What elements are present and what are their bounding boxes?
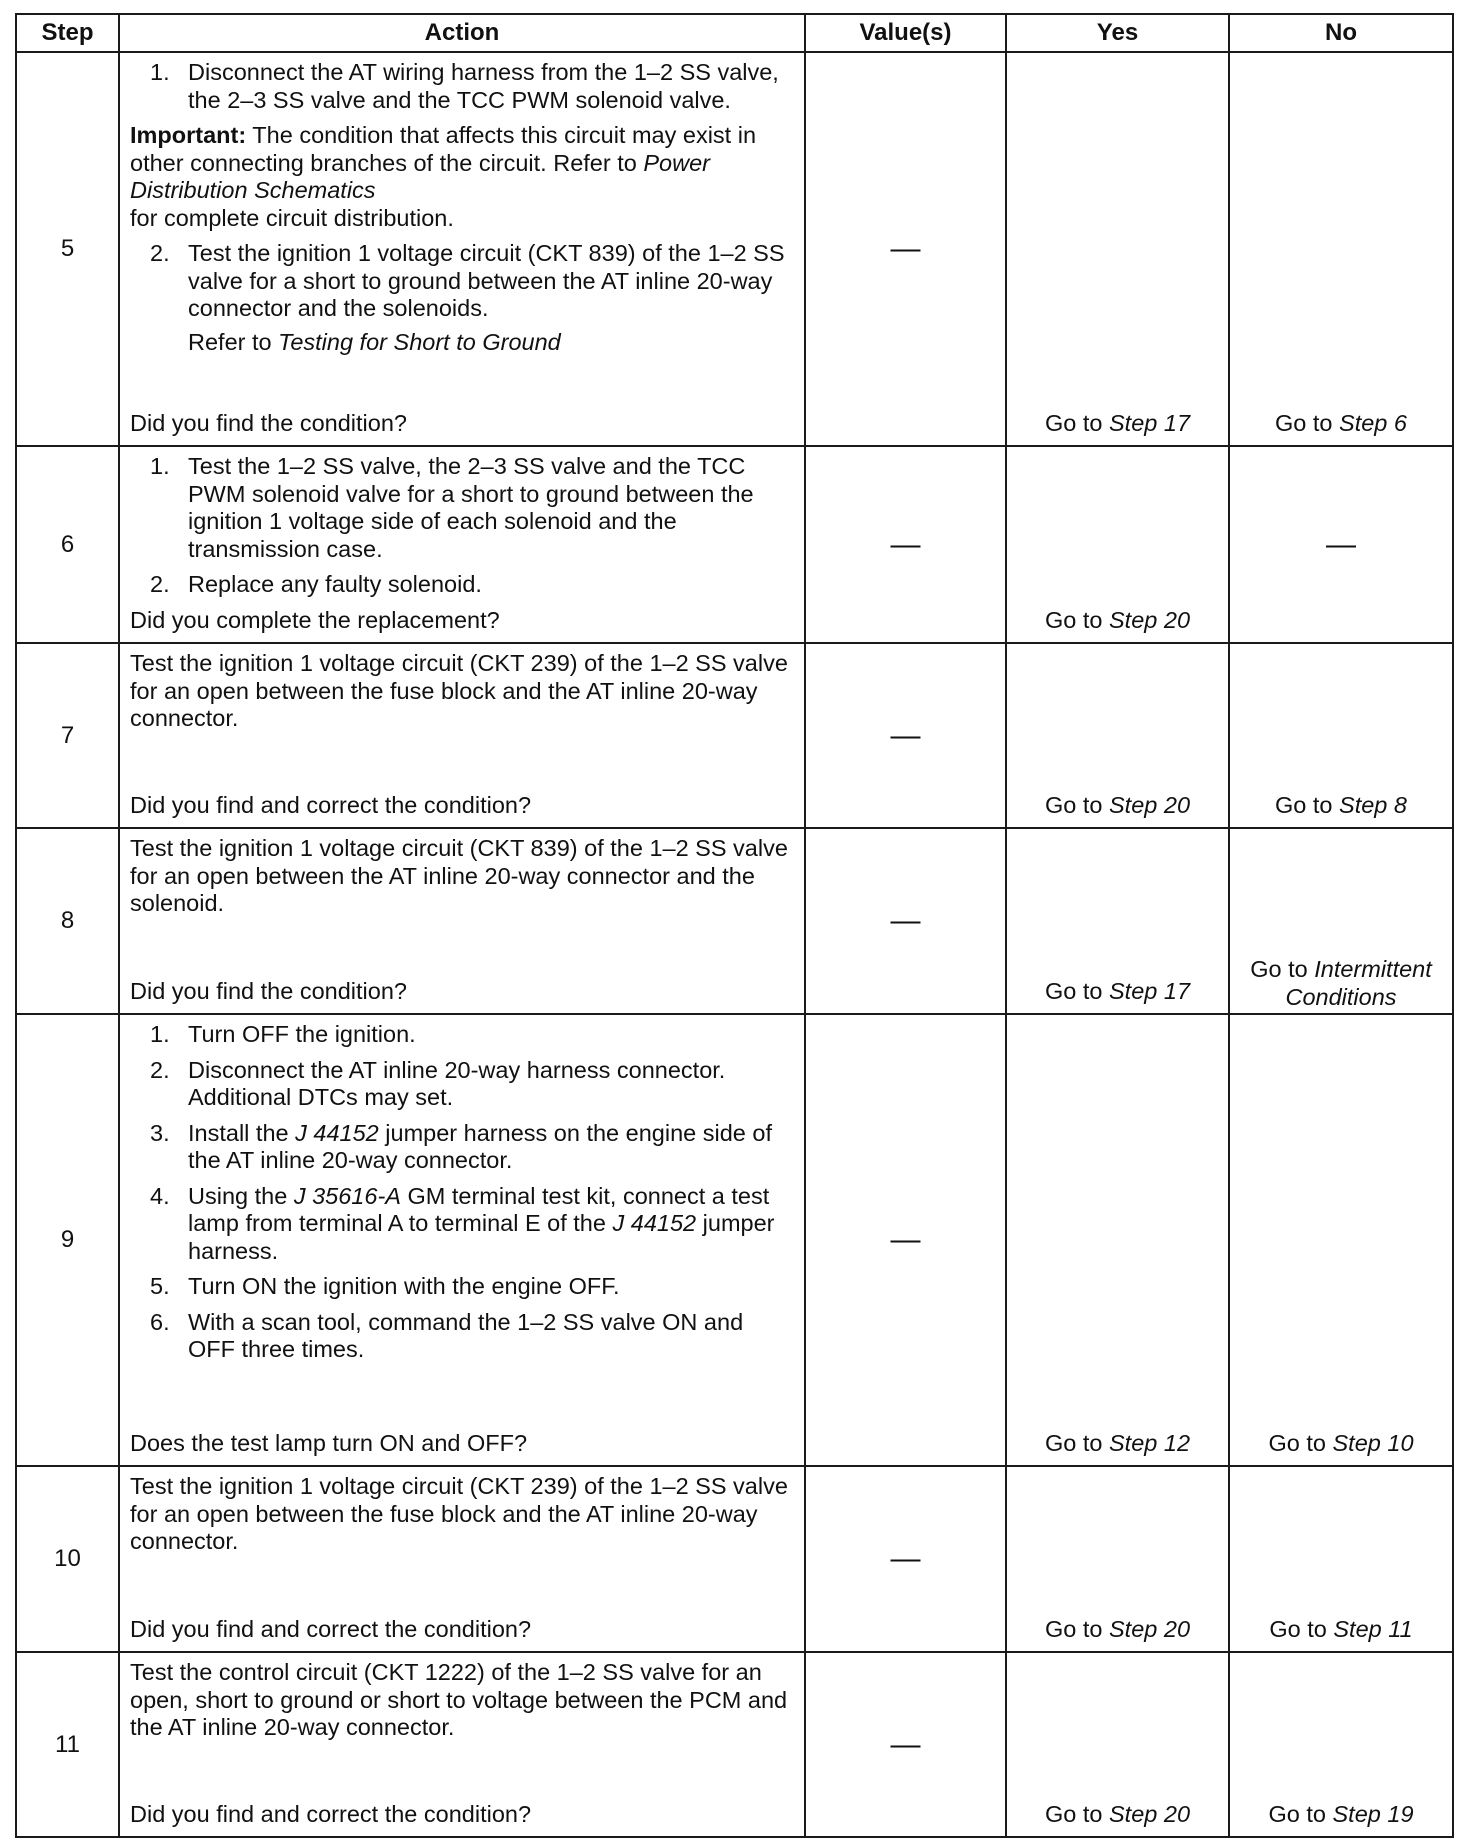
important-label: Important: [130,122,247,148]
goto-step-link: Step 17 [1109,977,1191,1004]
procedure-reference: Testing for Short to Ground [278,328,561,355]
header-row [16,14,1453,52]
step-number: 9 [16,1014,119,1466]
action-step: 1. Test the 1–2 SS valve, the 2–3 SS valve and the TCC PWM solenoid valve for a short to ground between the ignition 1 voltage side of each solenoid and the transmission case. [150,453,754,562]
goto-step-link: Step 20 [1109,1615,1191,1642]
tool-reference: J 44152 [612,1210,697,1236]
header-action: Action [119,14,805,52]
goto-step-link: Step 20 [1109,606,1191,633]
table-row [16,1466,1453,1652]
no-cell: — [1229,446,1453,643]
table-row [16,52,1453,446]
value-cell: — [805,446,1006,643]
important-note: Important: The condition that affects this circuit may exist in other connecting branches of the circuit. Refer to Power Distribution Schematics for complete circuit distribution. [130,122,757,231]
yes-cell: Go to Step 12 [1006,1014,1229,1466]
refer-text: Refer to Testing for Short to Ground [188,328,561,355]
goto-step-link: Step 8 [1339,791,1407,818]
goto-step-link: Step 17 [1109,409,1191,436]
step-number: 7 [16,643,119,828]
goto-step-link: Step 6 [1339,409,1407,436]
action-cell [119,52,805,446]
step-number: 11 [16,1652,119,1837]
question: Did you find and correct the condition? [130,1800,532,1827]
no-cell: Go to Step 19 [1229,1652,1453,1837]
value-cell: — [805,1466,1006,1652]
action-text: Test the control circuit (CKT 1222) of the 1–2 SS valve for an open, short to ground or short to voltage between the PCM and the AT inline 20-way connector. [130,1659,788,1740]
value-cell: — [805,1014,1006,1466]
table-row [16,1652,1453,1837]
yes-cell: Go to Step 20 [1006,446,1229,643]
action-cell [119,446,805,643]
table-row [16,643,1453,828]
diagnostic-table-page [15,13,1454,1838]
tool-reference: J 35616-A [293,1182,401,1209]
goto-step-link: Step 12 [1109,1429,1191,1456]
goto-step-link: Step 19 [1332,1800,1414,1827]
goto-step-link: Step 10 [1332,1429,1414,1456]
header-no: No [1229,14,1453,52]
header-yes: Yes [1006,14,1229,52]
no-cell: Go to Step 11 [1229,1466,1453,1652]
step-number: 6 [16,446,119,643]
yes-cell: Go to Step 17 [1006,828,1229,1014]
action-text: Test the ignition 1 voltage circuit (CKT 239) of the 1–2 SS valve for an open between the fuse block and the AT inline 20-way connector. [130,1473,788,1554]
header-values: Value(s) [805,14,1006,52]
step-number: 8 [16,828,119,1014]
schematics-reference: Power Distribution Schematics [130,149,710,203]
header-step: Step [16,14,119,52]
action-step: 3. Install the J 44152 jumper harness on the engine side of the AT inline 20-way connector. [150,1119,772,1173]
action-step: 1. Turn OFF the ignition. [150,1021,416,1047]
action-step: 2. Disconnect the AT inline 20-way harness connector. Additional DTCs may set. [150,1056,726,1110]
action-text: Test the ignition 1 voltage circuit (CKT 839) of the 1–2 SS valve for an open between the AT inline 20-way connector and the solenoid. [130,835,788,916]
question: Did you find the condition? [130,409,407,436]
question: Does the test lamp turn ON and OFF? [130,1429,528,1456]
no-cell: Go to Step 10 [1229,1014,1453,1466]
yes-cell: Go to Step 17 [1006,52,1229,446]
question: Did you complete the replacement? [130,606,500,633]
table-row [16,446,1453,643]
value-cell: — [805,52,1006,446]
goto-step-link: Step 11 [1333,1615,1413,1642]
action-cell [119,1652,805,1837]
intermittent-conditions-link: Intermittent Conditions [1285,956,1432,1010]
no-cell: Go to Intermittent Conditions [1229,828,1453,1014]
no-cell: Go to Step 8 [1229,643,1453,828]
action-cell [119,1014,805,1466]
action-step: 2. Test the ignition 1 voltage circuit (CKT 839) of the 1–2 SS valve for a short to ground between the AT inline 20-way connector and the solenoids. Refer to Testing for Short to Ground [130,240,796,356]
no-cell: Go to Step 6 [1229,52,1453,446]
action-cell [119,643,805,828]
diagnostic-table [15,13,1454,1838]
question: Did you find the condition? [130,977,407,1004]
value-cell: — [805,828,1006,1014]
table-row [16,828,1453,1014]
question: Did you find and correct the condition? [130,791,532,818]
yes-cell: Go to Step 20 [1006,643,1229,828]
action-step: 4. Using the J 35616-A GM terminal test kit, connect a test lamp from terminal A to terminal E of the J 44152 jumper harness. [150,1182,775,1264]
step-number: 5 [16,52,119,446]
action-step: 2. Replace any faulty solenoid. [150,571,482,597]
step-number: 10 [16,1466,119,1652]
table-row [16,1014,1453,1466]
yes-cell: Go to Step 20 [1006,1466,1229,1652]
value-cell: — [805,643,1006,828]
goto-step-link: Step 20 [1109,1800,1191,1827]
yes-cell: Go to Step 20 [1006,1652,1229,1837]
value-cell: — [805,1652,1006,1837]
question: Did you find and correct the condition? [130,1615,532,1642]
action-text: Test the ignition 1 voltage circuit (CKT 239) of the 1–2 SS valve for an open between the fuse block and the AT inline 20-way connector. [130,650,788,731]
action-step: 5. Turn ON the ignition with the engine OFF. [150,1273,620,1299]
tool-reference: J 44152 [295,1119,379,1146]
action-cell [119,1466,805,1652]
goto-step-link: Step 20 [1109,791,1191,818]
action-step: 6. With a scan tool, command the 1–2 SS valve ON and OFF three times. [150,1308,744,1362]
action-step: 1. Disconnect the AT wiring harness from the 1–2 SS valve, the 2–3 SS valve and the TCC PWM solenoid valve. [150,59,779,113]
action-cell [119,828,805,1014]
